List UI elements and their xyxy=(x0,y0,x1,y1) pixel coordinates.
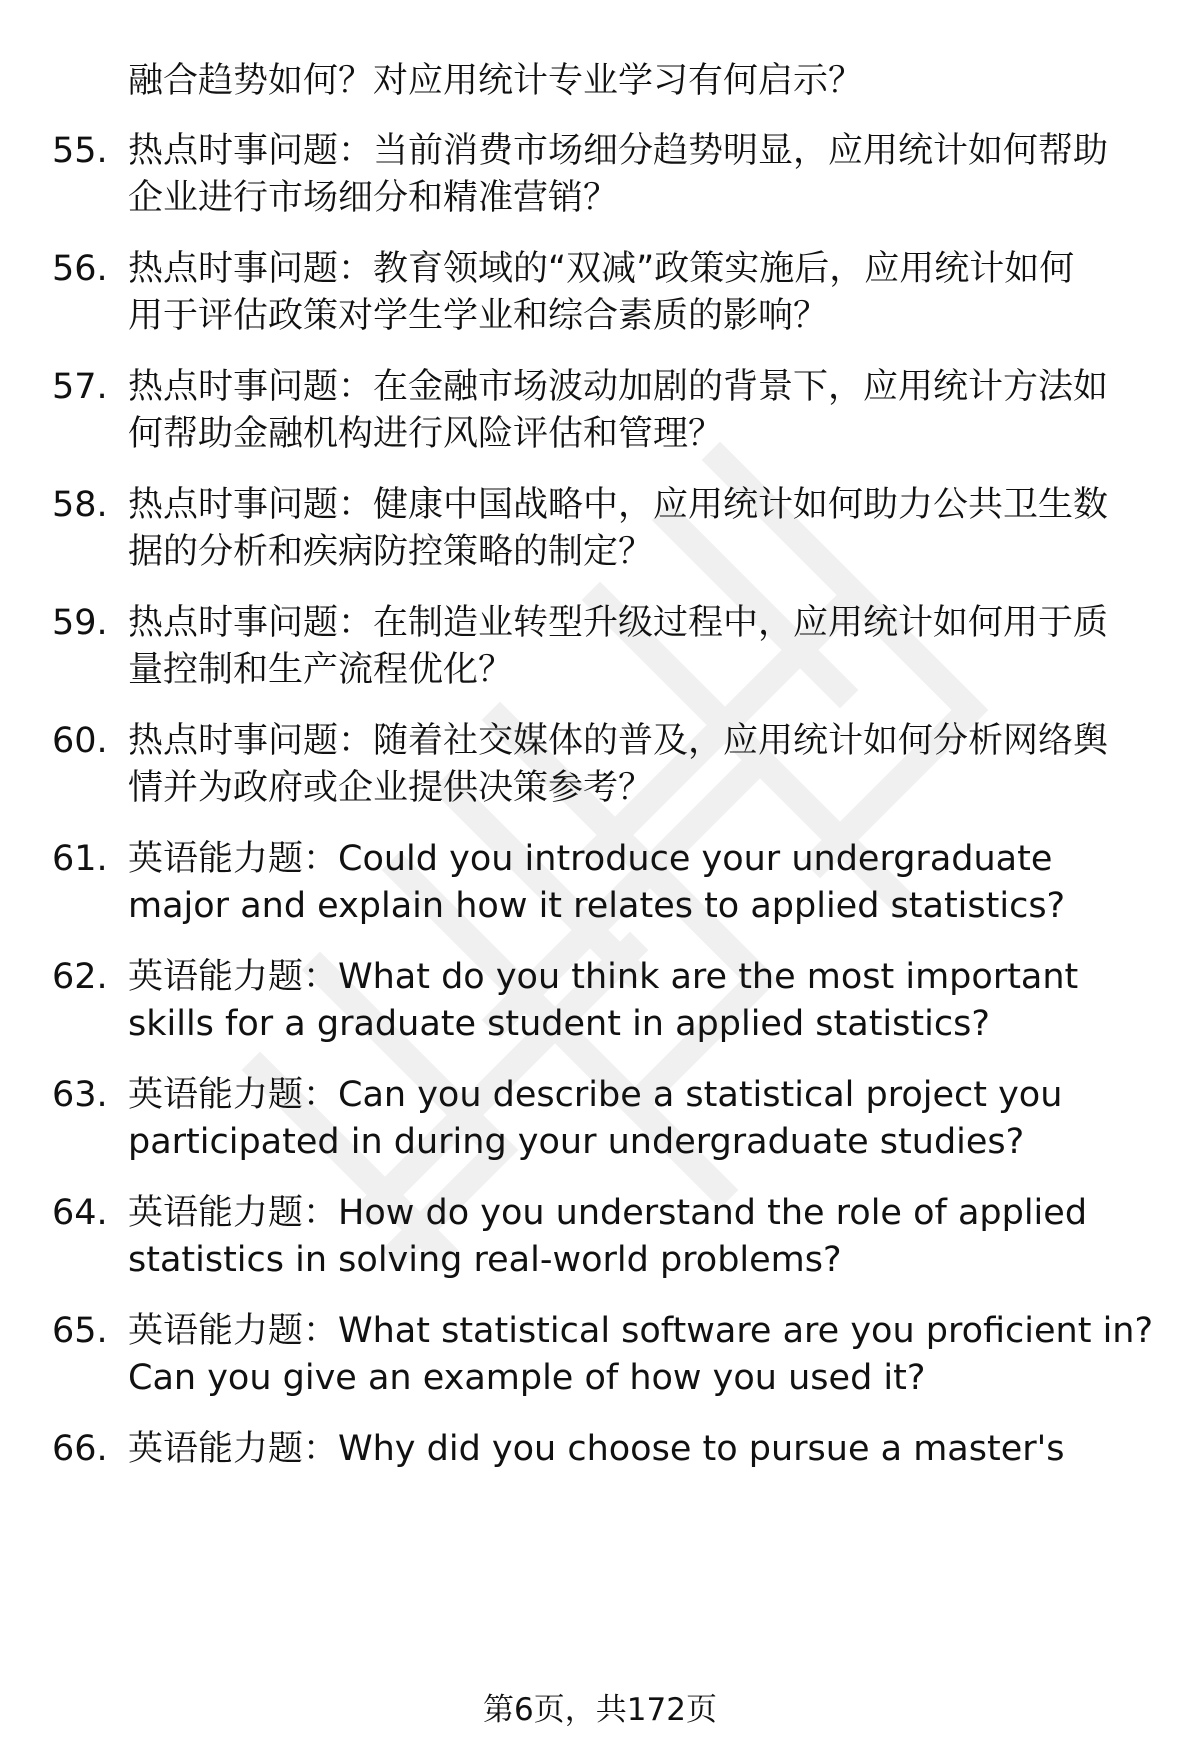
question-number: 56. xyxy=(52,249,108,289)
question-item xyxy=(52,1190,1162,1284)
question-line: 英语能力题：Could you introduce your undergraduate xyxy=(128,839,1053,879)
question-item xyxy=(52,364,1162,458)
question-item xyxy=(52,482,1162,576)
question-item xyxy=(52,128,1162,222)
question-line: 热点时事问题：教育领域的“双减”政策实施后，应用统计如何 xyxy=(128,249,1075,289)
question-item xyxy=(52,600,1162,694)
question-number: 66. xyxy=(52,1429,108,1469)
question-line: 用于评估政策对学生学业和综合素质的影响？ xyxy=(128,296,829,336)
question-number: 64. xyxy=(52,1193,108,1233)
question-line: 英语能力题：How do you understand the role of applied xyxy=(128,1193,1088,1233)
question-line: 热点时事问题：当前消费市场细分趋势明显，应用统计如何帮助 xyxy=(128,131,1109,171)
question-number: 65. xyxy=(52,1311,108,1351)
question-line: 企业进行市场细分和精准营销？ xyxy=(128,178,619,218)
question-item xyxy=(52,1426,1162,1473)
question-line: 英语能力题：Can you describe a statistical project you xyxy=(128,1075,1063,1115)
question-line: 据的分析和疾病防控策略的制定？ xyxy=(128,532,654,572)
question-line: 量控制和生产流程优化？ xyxy=(128,650,514,690)
question-line: 情并为政府或企业提供决策参考？ xyxy=(128,768,654,808)
question-line: 英语能力题：Why did you choose to pursue a master's xyxy=(128,1429,1065,1469)
question-line: statistics in solving real-world problems? xyxy=(128,1240,842,1280)
question-number: 57. xyxy=(52,367,108,407)
question-number: 60. xyxy=(52,721,108,761)
question-line: 热点时事问题：健康中国战略中，应用统计如何助力公共卫生数 xyxy=(128,485,1109,525)
question-number: 61. xyxy=(52,839,108,879)
question-line: 热点时事问题：随着社交媒体的普及，应用统计如何分析网络舆 xyxy=(128,721,1109,761)
question-line: skills for a graduate student in applied statistics? xyxy=(128,1004,990,1044)
question-item xyxy=(52,1308,1162,1402)
question-item xyxy=(52,954,1162,1048)
question-number: 63. xyxy=(52,1075,108,1115)
question-number: 58. xyxy=(52,485,108,525)
question-line: Can you give an example of how you used it? xyxy=(128,1358,926,1398)
question-line: 何帮助金融机构进行风险评估和管理？ xyxy=(128,414,724,454)
question-line: 热点时事问题：在制造业转型升级过程中，应用统计如何用于质 xyxy=(128,603,1109,643)
question-line: major and explain how it relates to applied statistics? xyxy=(128,886,1066,926)
question-item xyxy=(52,718,1162,812)
question-number: 55. xyxy=(52,131,108,171)
page-indicator: 第6页，共172页 xyxy=(483,1692,717,1728)
question-line: 英语能力题：What statistical software are you proficient in? xyxy=(128,1311,1154,1351)
question-line: 热点时事问题：在金融市场波动加剧的背景下，应用统计方法如 xyxy=(128,367,1109,407)
question-number: 59. xyxy=(52,603,108,643)
question-line: 英语能力题：What do you think are the most important xyxy=(128,957,1079,997)
question-item xyxy=(52,1072,1162,1166)
question-number: 62. xyxy=(52,957,108,997)
question-item xyxy=(52,246,1162,340)
continuation-text: 融合趋势如何？对应用统计专业学习有何启示？ xyxy=(128,61,864,101)
question-line: participated in during your undergraduate studies? xyxy=(128,1122,1025,1162)
question-item xyxy=(52,836,1162,930)
